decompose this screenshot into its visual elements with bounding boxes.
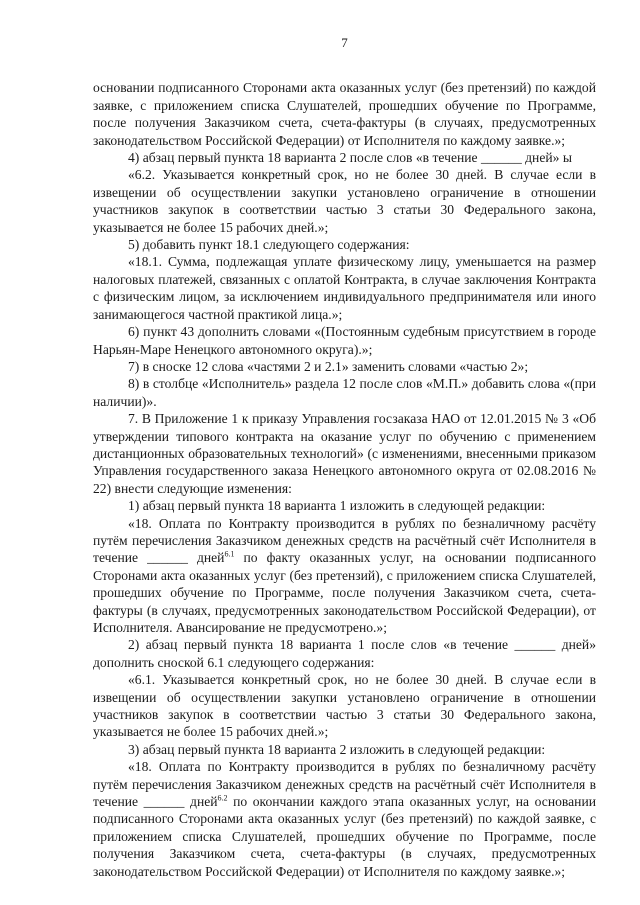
paragraph-clause-18-variant-2 — [93, 758, 596, 880]
clause-text-after: по окончании каждого этапа оказанных услуг, на основании подписанного Сторонами акта оказанных услуг (без претензий) по каждой заявке, с приложением списка Слушателей, прошедших обучение по Программе, после получения Заказчиком счета, счета-фактуры (в случаях, предусмотренных законодательством Российской Федерации) от Исполнителя по каждому заявке.»; — [93, 794, 596, 879]
paragraph-section-7: 7. В Приложение 1 к приказу Управления госзаказа НАО от 12.01.2015 № 3 «Об утверждении типового контракта на оказание услуг по обучению с применением дистанционных образовательных технологий» (с изменениями, внесенными приказом Управления государственного заказа Ненецкого автономного округа от 02.08.2016 № 22) внести следующие изменения: — [93, 411, 596, 496]
paragraph-subitem-2: 2) абзац первый пункта 18 варианта 1 после слов «в течение ______ дней» дополнить сноской 6.1 следующего содержания: — [93, 637, 596, 670]
paragraph-footnote-6-1: «6.1. Указывается конкретный срок, но не более 30 дней. В случае если в извещении об осуществлении закупки установлено ограничение в отношении участников закупок в соответствии частью 3 статьи 30 Федерального закона, указывается не более 15 рабочих дней.»; — [93, 672, 596, 740]
footnote-ref: 6.2 — [217, 793, 228, 803]
paragraph-continuation: основании подписанного Сторонами акта оказанных услуг (без претензий) по каждой заявке, с приложением списка Слушателей, прошедших обучение по Программе, после получения Заказчиком счета, счета-фактуры (в случаях, предусмотренных законодательством Российской Федерации) от Исполнителя по каждому заявке.»; — [93, 80, 596, 148]
page-number: 7 — [341, 35, 348, 50]
paragraph-item-5: 5) добавить пункт 18.1 следующего содержания: — [128, 237, 410, 253]
paragraph-footnote-6-2: «6.2. Указывается конкретный срок, но не более 30 дней. В случае если в извещении об осуществлении закупки установлено ограничение в отношении участников закупок в соответствии частью 3 статьи 30 Федерального закона, указывается не более 15 рабочих дней.»; — [93, 167, 596, 235]
paragraph-clause-18-1: «18.1. Сумма, подлежащая уплате физическому лицу, уменьшается на размер налоговых платежей, связанных с оплатой Контракта, в случае заключения Контракта с физическим лицом, за исключением индивидуального предпринимателя или иного занимающегося частной практикой лица.»; — [93, 254, 596, 322]
clause-text-before: «18. Оплата по Контракту производится в рублях по безналичному расчёту путём перечисления Заказчиком денежных средств на расчётный счёт Исполнителя в течение ______ дней — [93, 759, 596, 810]
paragraph-item-7: 7) в сноске 12 слова «частями 2 и 2.1» заменить словами «частью 2»; — [128, 358, 529, 374]
paragraph-subitem-3: 3) абзац первый пункта 18 варианта 2 изложить в следующей редакции: — [128, 741, 546, 757]
paragraph-subitem-1: 1) абзац первый пункта 18 варианта 1 изложить в следующей редакции: — [128, 498, 546, 514]
paragraph-item-6: 6) пункт 43 дополнить словами «(Постоянным судебным присутствием в городе Нарьян-Маре Ненецкого автономного округа).»; — [93, 324, 596, 357]
paragraph-item-4: 4) абзац первый пункта 18 варианта 2 после слов «в течение ______ дней» ы — [128, 150, 572, 166]
clause-text-before: «18. Оплата по Контракту производится в рублях по безналичному расчёту путём перечисления Заказчиком денежных средств на расчётный счёт Исполнителя в течение ______ дней — [93, 515, 596, 566]
paragraph-item-8: 8) в столбце «Исполнитель» раздела 12 после слов «М.П.» добавить слова «(при наличии)». — [93, 376, 596, 409]
clause-text-after: по факту оказанных услуг, на основании подписанного Сторонами акта оказанных услуг (без претензий), с приложением списка Слушателей, прошедших обучение по Программе, после получения Заказчиком счета, счета-фактуры (в случаях, предусмотренных законодательством Российской Федерации), от Исполнителя. Авансирование не предусмотрено.»; — [93, 550, 596, 635]
paragraph-clause-18-variant-1 — [93, 515, 596, 637]
footnote-ref: 6.1 — [224, 549, 235, 559]
